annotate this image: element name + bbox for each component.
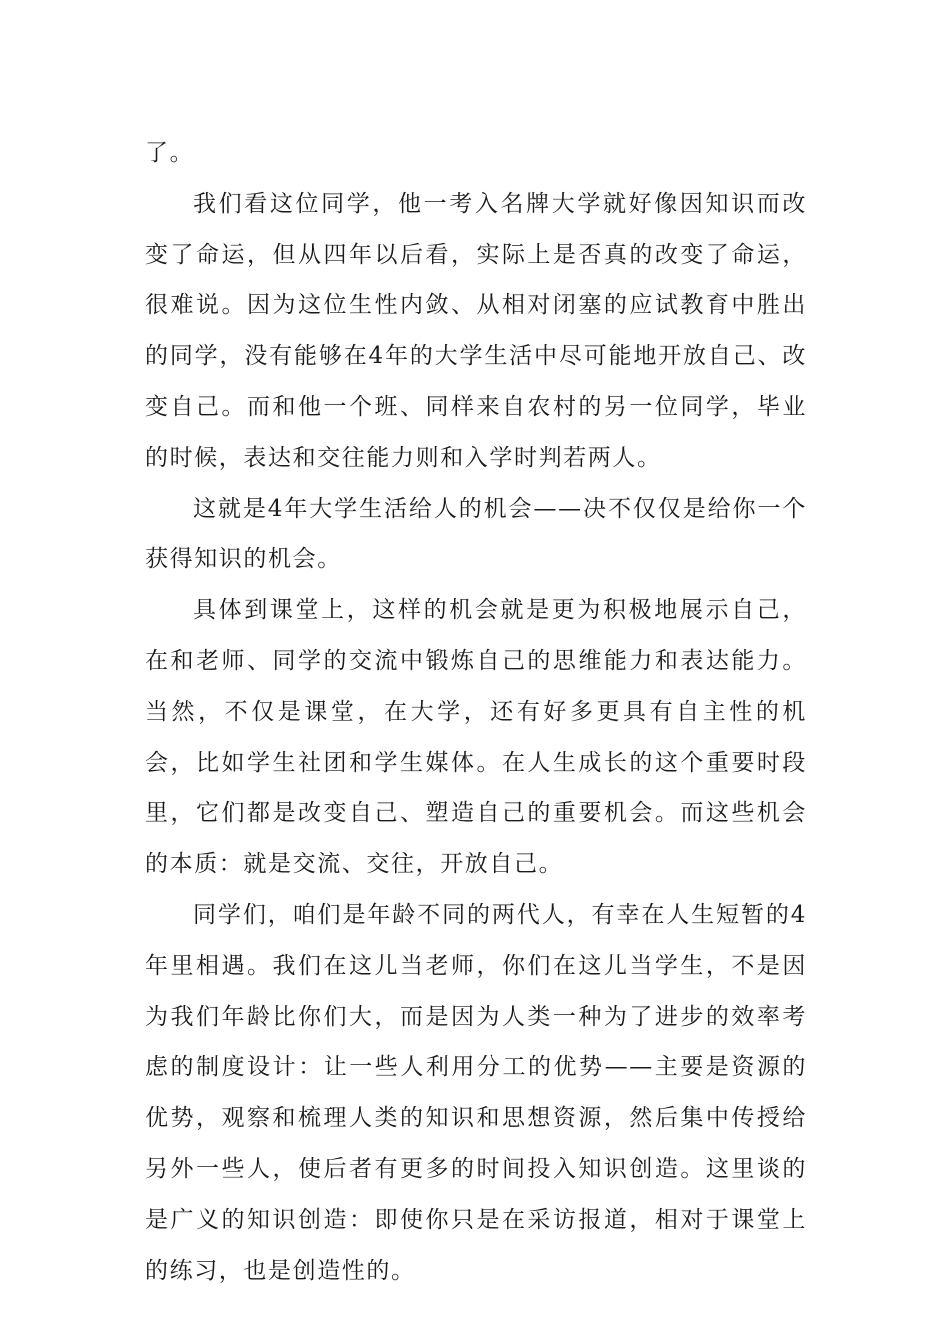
paragraph-4: 具体到课堂上，这样的机会就是更为积极地展示自己，在和老师、同学的交流中锻炼自己的思维能力和表达能力。当然，不仅是课堂，在大学，还有好多更具有自主性的机会，比如学生社团和学生媒体。在人生成长的这个重要时段里，它们都是改变自己、塑造自己的重要机会。而这些机会的本质：就是交流、交往，开放自己。 bbox=[145, 597, 807, 878]
paragraph-1: 了。 bbox=[145, 140, 195, 166]
paragraph-2: 我们看这位同学，他一考入名牌大学就好像因知识而改变了命运，但从四年以后看，实际上是否真的改变了命运，很难说。因为这位生性内敛、从相对闭塞的应试教育中胜出的同学，没有能够在4年的大学生活中尽可能地开放自己、改变自己。而和他一个班、同样来自农村的另一位同学，毕业的时候，表达和交往能力则和入学时判若两人。 bbox=[145, 190, 807, 471]
paragraph-5: 同学们，咱们是年龄不同的两代人，有幸在人生短暂的4年里相遇。我们在这儿当老师，你们在这儿当学生，不是因为我们年龄比你们大，而是因为人类一种为了进步的效率考虑的制度设计：让一些人利用分工的优势——主要是资源的优势，观察和梳理人类的知识和思想资源，然后集中传授给另外一些人，使后者有更多的时间投入知识创造。这里谈的是广义的知识创造：即使你只是在采访报道，相对于课堂上的练习，也是创造性的。 bbox=[145, 901, 807, 1284]
paragraph-3: 这就是4年大学生活给人的机会——决不仅仅是给你一个获得知识的机会。 bbox=[145, 495, 807, 573]
body-text bbox=[145, 128, 807, 1296]
